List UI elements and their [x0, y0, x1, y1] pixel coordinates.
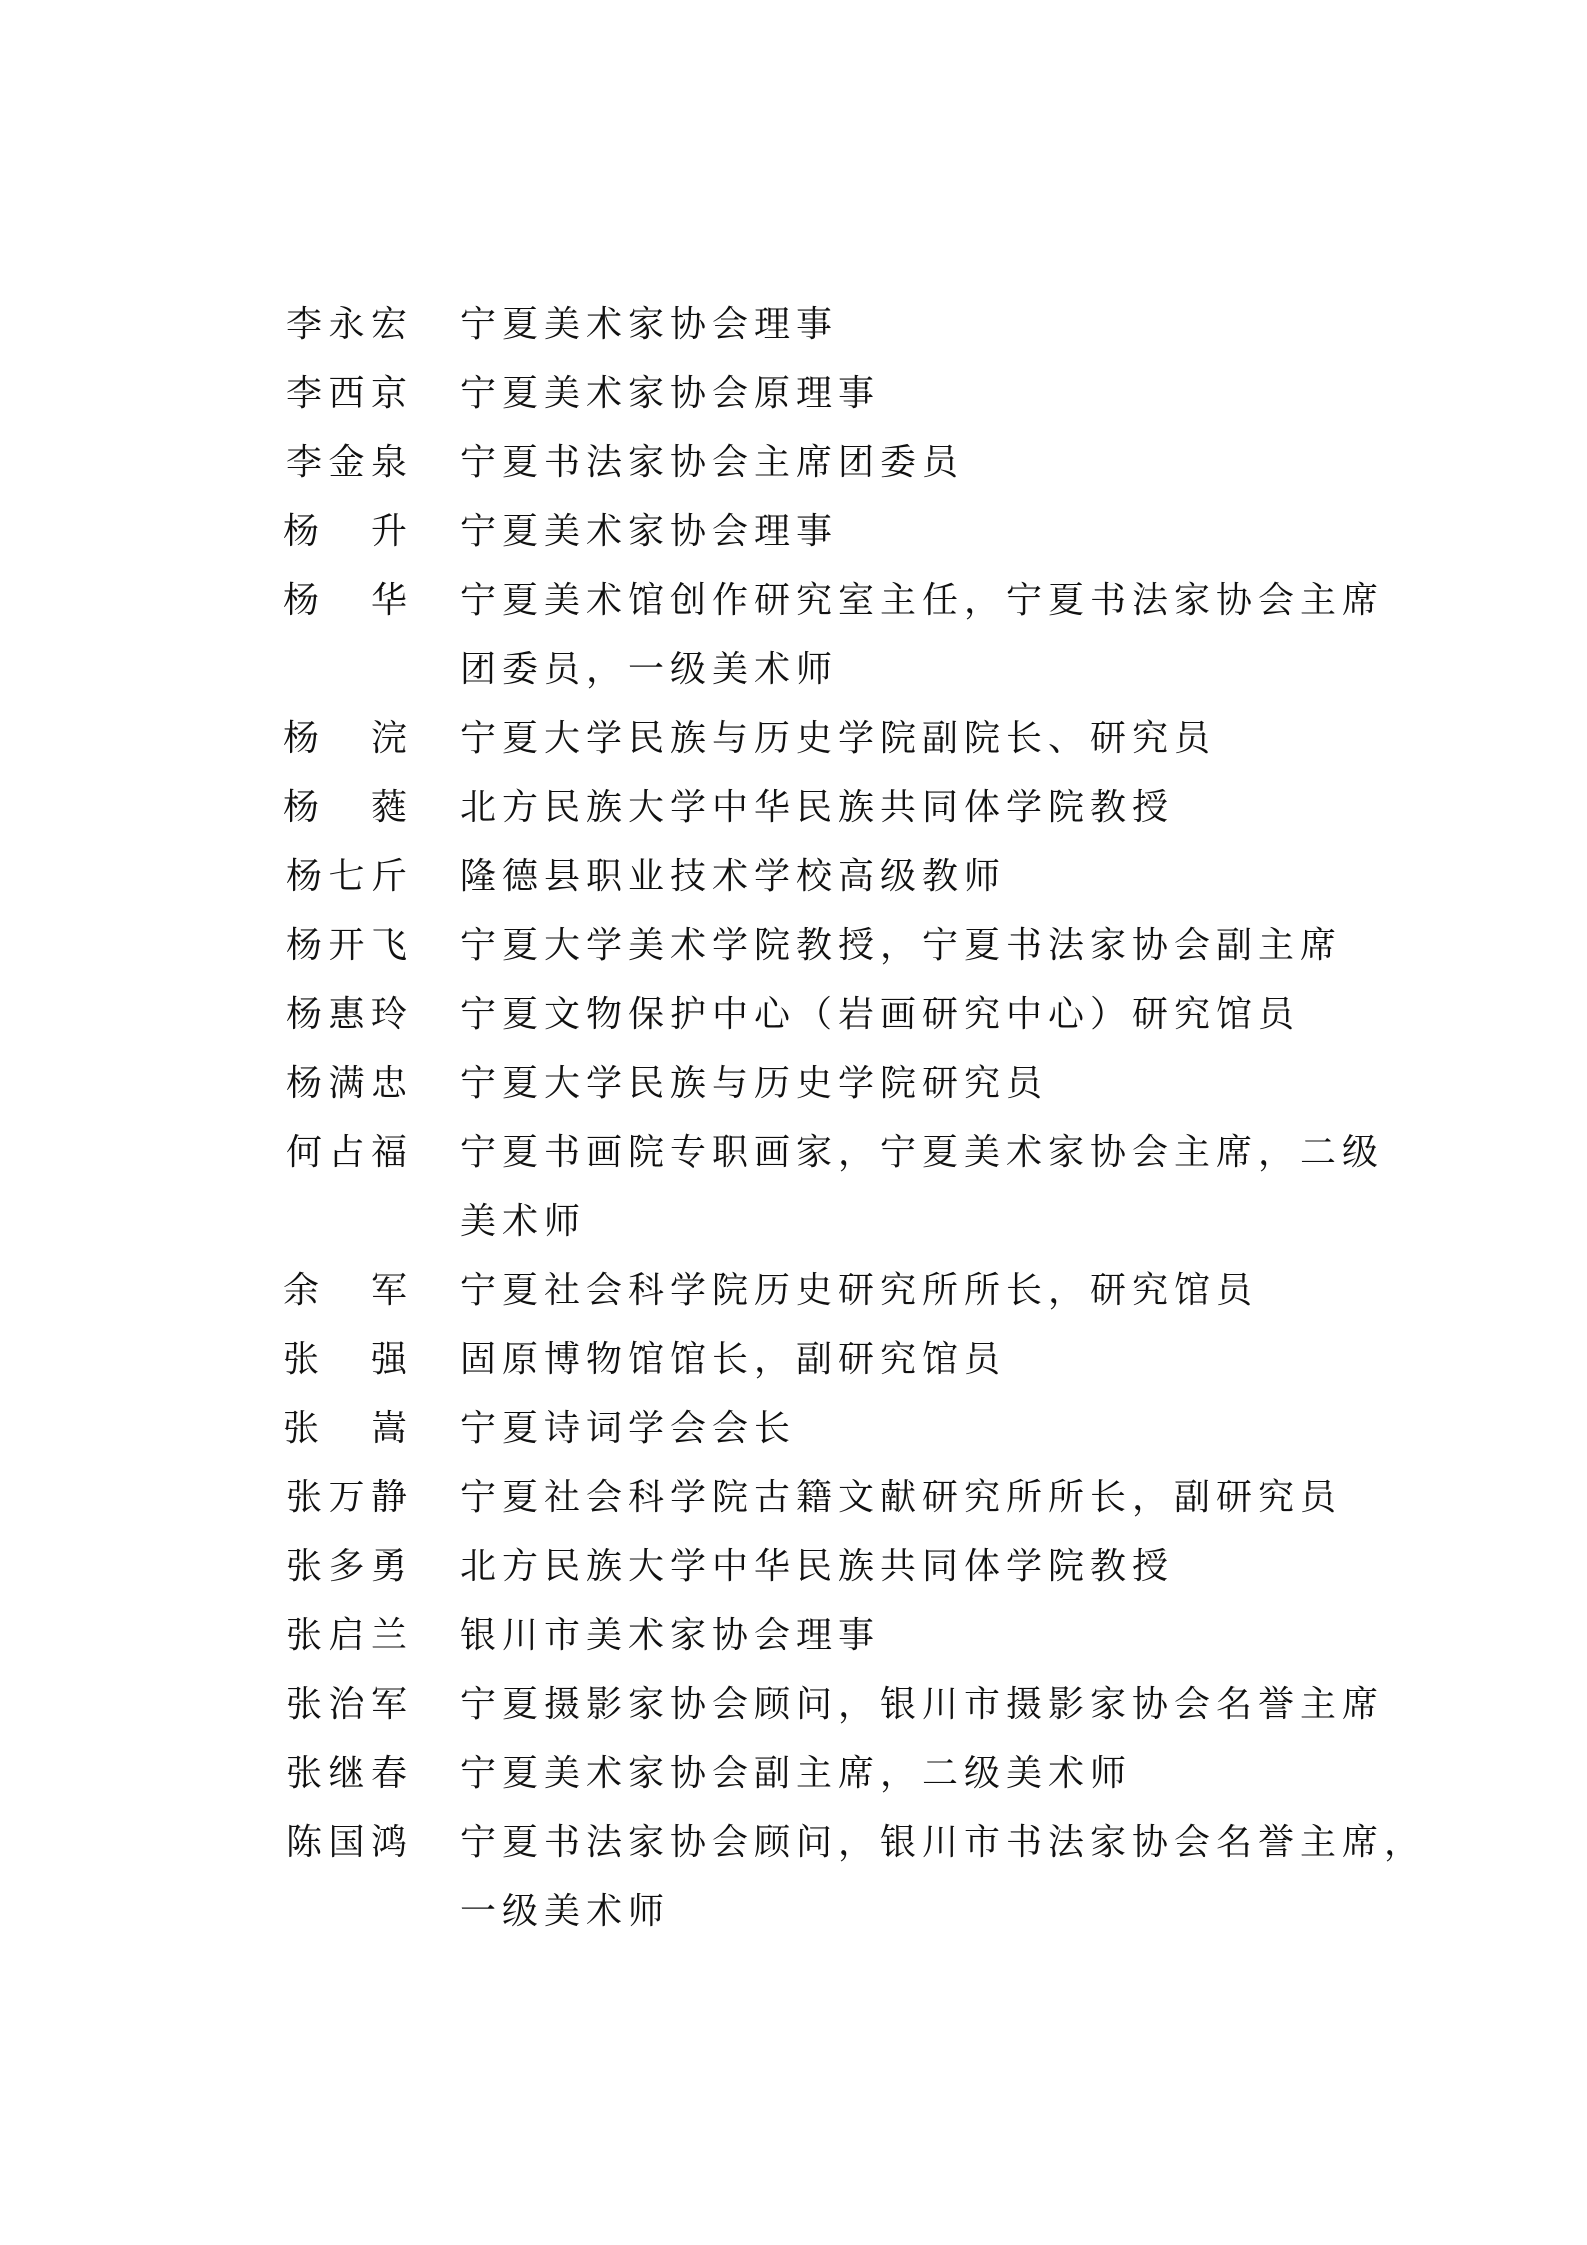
member-name-char: 杨	[285, 1063, 322, 1104]
member-name-char: 陈	[285, 1822, 322, 1863]
member-name-char: 军	[370, 1684, 407, 1725]
member-title-line: 宁夏文物保护中心（岩画研究中心）研究馆员	[460, 994, 1301, 1035]
member-name	[283, 842, 460, 911]
member-title-line: 宁夏书画院专职画家，宁夏美术家协会主席，二级	[460, 1132, 1385, 1173]
member-title-line: 宁夏社会科学院古籍文献研究所所长，副研究员	[460, 1477, 1343, 1518]
member-name	[283, 980, 460, 1049]
member-name	[283, 1670, 460, 1739]
list-item	[283, 1394, 1413, 1463]
list-item	[283, 359, 1413, 428]
member-title	[460, 290, 1413, 359]
member-name-char: 多	[328, 1546, 365, 1587]
member-name-char: 张	[285, 1615, 322, 1656]
member-name-char: 鸿	[370, 1822, 407, 1863]
member-title	[460, 773, 1413, 842]
member-name	[283, 1118, 460, 1187]
member-name-char: 杨	[283, 787, 320, 828]
list-item	[283, 1463, 1413, 1532]
member-name	[283, 1463, 460, 1532]
list-item	[283, 428, 1413, 497]
member-name-char: 张	[283, 1339, 320, 1380]
member-name	[283, 704, 460, 773]
member-title-line: 宁夏诗词学会会长	[460, 1408, 797, 1449]
member-name-char: 西	[328, 373, 365, 414]
list-item	[283, 497, 1413, 566]
member-name-char: 七	[328, 856, 365, 897]
member-name-char: 国	[328, 1822, 365, 1863]
member-list	[283, 290, 1427, 1946]
member-title-line: 北方民族大学中华民族共同体学院教授	[460, 1546, 1175, 1587]
member-title-line: 团委员，一级美术师	[460, 649, 839, 690]
member-title	[460, 1325, 1413, 1394]
member-title-line: 宁夏美术家协会原理事	[460, 373, 881, 414]
member-title-line: 宁夏美术家协会副主席，二级美术师	[460, 1753, 1133, 1794]
member-name	[283, 1739, 460, 1808]
member-name	[283, 773, 460, 842]
list-item	[283, 1256, 1413, 1325]
member-title-line: 宁夏美术家协会理事	[460, 511, 839, 552]
list-item	[283, 980, 1413, 1049]
member-title-line: 宁夏社会科学院历史研究所所长，研究馆员	[460, 1270, 1259, 1311]
member-title	[460, 704, 1413, 773]
member-title	[460, 1601, 1413, 1670]
member-title	[460, 1670, 1413, 1739]
member-name	[283, 428, 460, 497]
member-name-char: 飞	[370, 925, 407, 966]
list-item	[283, 290, 1413, 359]
member-name-char: 军	[370, 1270, 407, 1311]
member-title	[460, 1049, 1413, 1118]
member-name-char: 张	[285, 1684, 322, 1725]
member-name	[283, 1601, 460, 1670]
list-item	[283, 1670, 1413, 1739]
member-title-line: 宁夏书法家协会顾问，银川市书法家协会名誉主席，	[460, 1822, 1427, 1863]
member-name-char: 杨	[283, 511, 320, 552]
member-title	[460, 1532, 1413, 1601]
list-item	[283, 1532, 1413, 1601]
member-name-char: 张	[285, 1477, 322, 1518]
list-item	[283, 842, 1413, 911]
list-item	[283, 1049, 1413, 1118]
member-name	[283, 1808, 460, 1877]
member-name-char: 兰	[370, 1615, 407, 1656]
member-name-char: 静	[370, 1477, 407, 1518]
list-item	[283, 1118, 1413, 1256]
member-name-char: 嵩	[370, 1408, 407, 1449]
member-name-char: 张	[285, 1753, 322, 1794]
member-name-char: 蕤	[370, 787, 407, 828]
member-title	[460, 911, 1413, 980]
list-item	[283, 566, 1413, 704]
member-name-char: 惠	[328, 994, 365, 1035]
member-name-char: 李	[285, 442, 322, 483]
member-title-line: 一级美术师	[460, 1891, 671, 1932]
member-title	[460, 1118, 1413, 1256]
member-name-char: 斤	[370, 856, 407, 897]
member-name-char: 浣	[370, 718, 407, 759]
member-title	[460, 1394, 1413, 1463]
member-name	[283, 290, 460, 359]
list-item	[283, 1325, 1413, 1394]
member-title	[460, 1256, 1413, 1325]
member-name-char: 满	[328, 1063, 365, 1104]
member-name-char: 万	[328, 1477, 365, 1518]
member-name	[283, 1532, 460, 1601]
list-item	[283, 1808, 1427, 1946]
member-title-line: 宁夏大学美术学院教授，宁夏书法家协会副主席	[460, 925, 1343, 966]
member-name-char: 忠	[370, 1063, 407, 1104]
member-name-char: 京	[370, 373, 407, 414]
member-title-line: 隆德县职业技术学校高级教师	[460, 856, 1007, 897]
member-name	[283, 497, 460, 566]
list-item	[283, 1739, 1413, 1808]
list-item	[283, 773, 1413, 842]
member-name	[283, 1394, 460, 1463]
member-title	[460, 1739, 1413, 1808]
member-name-char: 占	[328, 1132, 365, 1173]
member-name-char: 强	[370, 1339, 407, 1380]
member-name-char: 泉	[370, 442, 407, 483]
list-item	[283, 704, 1413, 773]
member-name-char: 启	[328, 1615, 365, 1656]
member-name-char: 李	[285, 373, 322, 414]
member-name-char: 宏	[370, 304, 407, 345]
member-name-char: 杨	[285, 925, 322, 966]
member-title	[460, 428, 1413, 497]
member-name-char: 杨	[285, 856, 322, 897]
member-title-line: 北方民族大学中华民族共同体学院教授	[460, 787, 1175, 828]
member-name	[283, 911, 460, 980]
member-name-char: 开	[328, 925, 365, 966]
member-title	[460, 359, 1413, 428]
member-name-char: 张	[285, 1546, 322, 1587]
member-title	[460, 566, 1413, 704]
member-name-char: 余	[283, 1270, 320, 1311]
member-title-line: 宁夏美术馆创作研究室主任，宁夏书法家协会主席	[460, 580, 1385, 621]
member-title	[460, 1808, 1426, 1946]
member-name-char: 张	[283, 1408, 320, 1449]
list-item	[283, 1601, 1413, 1670]
member-title	[460, 980, 1413, 1049]
member-name-char: 春	[370, 1753, 407, 1794]
member-title-line: 固原博物馆馆长，副研究馆员	[460, 1339, 1007, 1380]
member-name	[283, 566, 460, 635]
member-name-char: 治	[328, 1684, 365, 1725]
member-title	[460, 1463, 1413, 1532]
member-title-line: 宁夏摄影家协会顾问，银川市摄影家协会名誉主席	[460, 1684, 1385, 1725]
member-name-char: 升	[370, 511, 407, 552]
member-name-char: 永	[328, 304, 365, 345]
member-name	[283, 1256, 460, 1325]
member-title-line: 银川市美术家协会理事	[460, 1615, 881, 1656]
member-name-char: 金	[328, 442, 365, 483]
list-item	[283, 911, 1413, 980]
member-title-line: 宁夏书法家协会主席团委员	[460, 442, 965, 483]
member-name-char: 继	[328, 1753, 365, 1794]
member-name-char: 杨	[285, 994, 322, 1035]
member-title	[460, 497, 1413, 566]
member-name-char: 玲	[370, 994, 407, 1035]
member-name-char: 何	[285, 1132, 322, 1173]
member-name-char: 华	[370, 580, 407, 621]
member-name	[283, 1049, 460, 1118]
member-name-char: 李	[285, 304, 322, 345]
member-name	[283, 1325, 460, 1394]
member-title-line: 宁夏美术家协会理事	[460, 304, 839, 345]
member-name	[283, 359, 460, 428]
member-name-char: 杨	[283, 580, 320, 621]
member-name-char: 福	[370, 1132, 407, 1173]
member-title-line: 宁夏大学民族与历史学院副院长、研究员	[460, 718, 1217, 759]
member-name-char: 勇	[370, 1546, 407, 1587]
member-title-line: 宁夏大学民族与历史学院研究员	[460, 1063, 1049, 1104]
member-title	[460, 842, 1413, 911]
member-name-char: 杨	[283, 718, 320, 759]
member-title-line: 美术师	[460, 1201, 587, 1242]
